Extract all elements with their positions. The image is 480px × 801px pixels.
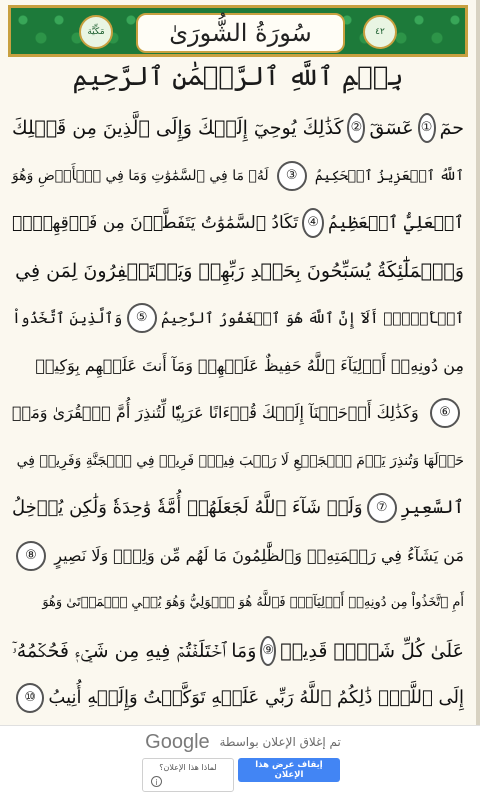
verse-line — [12, 346, 464, 386]
google-logo: Google — [145, 731, 210, 753]
revelation-medallion: مَكِّيَّة — [79, 15, 113, 49]
verse-text: حمٓ — [439, 117, 464, 139]
ayah-number-marker: ⑨ — [260, 636, 276, 666]
verse-line — [12, 251, 464, 291]
verse-text: وَٱلَّذِينَ ٱتَّخَذُواْ — [12, 309, 123, 327]
ad-closed-text — [0, 731, 480, 754]
verse-text: أَمِ ٱتَّخَذُواْ مِن دُونِهِۦٓ أَوۡلِيَآءَۖ فَٱللَّهُ هُوَ ٱلۡوَلِيُّ وَهُوَ يُحۡيِ ٱلۡمَوۡتَىٰ وَهُوَ — [42, 595, 464, 610]
surah-header — [8, 5, 468, 57]
surah-number-medallion: ٤٢ — [363, 15, 397, 49]
verse-text: وَكَذَٰلِكَ أَوۡحَيۡنَآ إِلَيۡكَ قُرۡءَانًا عَرَبِيّٗا لِّتُنذِرَ أُمَّ ٱلۡقُرَىٰ وَمَنۡ — [12, 403, 419, 422]
verse-line — [12, 631, 464, 671]
verse-line — [12, 678, 464, 718]
verse-text: تَكَادُ ٱلسَّمَٰوَٰتُ يَتَفَطَّرۡنَ مِن فَوۡقِهِنَّۚ — [12, 213, 299, 233]
verse-line — [12, 108, 464, 148]
verse-text: وَمَا ٱخۡتَلَفۡتُمۡ فِيهِ مِن شَيۡءٖ فَحُكۡمُهُۥٓ — [12, 639, 257, 662]
info-icon: i — [151, 776, 162, 787]
verse-text: ٱلۡعَلِيُّ ٱلۡعَظِيمُ — [328, 213, 464, 233]
verse-text: وَلَوۡ شَآءَ ٱللَّهُ لَجَعَلَهُمۡ أُمَّةٗ وَٰحِدَةٗ وَلَٰكِن يُدۡخِلُ — [12, 497, 363, 518]
verse-text: ٱلۡأَرۡضِۗ أَلَآ إِنَّ ٱللَّهَ هُوَ ٱلۡغَفُورُ ٱلرَّحِيمُ — [161, 309, 464, 327]
verse-text: إِلَى ٱللَّهِۚ ذَٰلِكُمُ ٱللَّهُ رَبِّي عَلَيۡهِ تَوَكَّلۡتُ وَإِلَيۡهِ أُنِيبُ — [48, 687, 464, 708]
verse-text: عٓسٓقٓ — [369, 117, 414, 139]
why-this-ad-label: لماذا هذا الإعلان؟ — [159, 763, 217, 772]
verse-line — [12, 156, 464, 196]
verse-line — [12, 488, 464, 528]
ad-closed-prefix: تم إغلاق الإعلان بواسطة — [219, 735, 341, 749]
verse-text: حَوۡلَهَا وَتُنذِرَ يَوۡمَ ٱلۡجَمۡعِ لَا رَيۡبَ فِيهِۚ فَرِيقٞ فِي ٱلۡجَنَّةِ وَفَرِيقٞ فِي — [16, 452, 464, 469]
ayah-number-marker: ⑥ — [430, 398, 460, 428]
ayah-number-marker: ② — [347, 113, 365, 143]
surah-title: سُورَةُ الشُّورَىٰ — [136, 13, 345, 53]
ayah-number-marker: ⑧ — [16, 541, 46, 571]
verse-line — [12, 203, 464, 243]
ayah-number-marker: ③ — [277, 161, 307, 191]
ayah-number-marker: ⑤ — [127, 303, 157, 333]
verse-text: وَٱلۡمَلَٰٓئِكَةُ يُسَبِّحُونَ بِحَمۡدِ رَبِّهِمۡ وَيَسۡتَغۡفِرُونَ لِمَن فِي — [15, 259, 464, 282]
ayah-number-marker: ⑦ — [367, 493, 397, 523]
verse-text: لَهُۥ مَا فِي ٱلسَّمَٰوَٰتِ وَمَا فِي ٱلۡأَرۡضِ وَهُوَ — [12, 167, 269, 184]
verse-line — [12, 441, 464, 481]
ayah-number-marker: ④ — [302, 208, 324, 238]
ayah-number-marker: ① — [418, 113, 436, 143]
verse-text: مَن يَشَآءُ فِي رَحۡمَتِهِۦۚ وَٱلظَّٰلِمُونَ مَا لَهُم مِّن وَلِيّٖ وَلَا نَصِيرٍ — [54, 545, 464, 565]
verse-line — [12, 583, 464, 623]
verse-line — [12, 536, 464, 576]
verse-text: ٱلسَّعِيرِ — [400, 497, 464, 518]
verse-text: مِن دُونِهِۦٓ أَوۡلِيَآءَ ٱللَّهُ حَفِيظٌ عَلَيۡهِمۡ وَمَآ أَنتَ عَلَيۡهِم بِوَكِيلٖ — [35, 355, 464, 375]
stop-seeing-ad-button[interactable]: إيقاف عرض هذا الإعلان — [238, 758, 340, 782]
verse-text: ٱللَّهُ ٱلۡعَزِيزُ ٱلۡحَكِيمُ — [314, 167, 464, 184]
verse-text: عَلَىٰ كُلِّ شَيۡءٖ قَدِيرٞ — [280, 639, 464, 662]
verse-line — [12, 393, 464, 433]
verse-line — [12, 298, 464, 338]
ayah-number-marker: ⑩ — [16, 683, 44, 713]
basmala: بِسۡمِ ٱللَّهِ ٱلرَّحۡمَٰنِ ٱلرَّحِيمِ — [72, 62, 404, 92]
verse-text: كَذَٰلِكَ يُوحِيٓ إِلَيۡكَ وَإِلَى ٱلَّذِينَ مِن قَبۡلِكَ — [12, 117, 344, 139]
why-this-ad-button[interactable] — [142, 758, 234, 792]
